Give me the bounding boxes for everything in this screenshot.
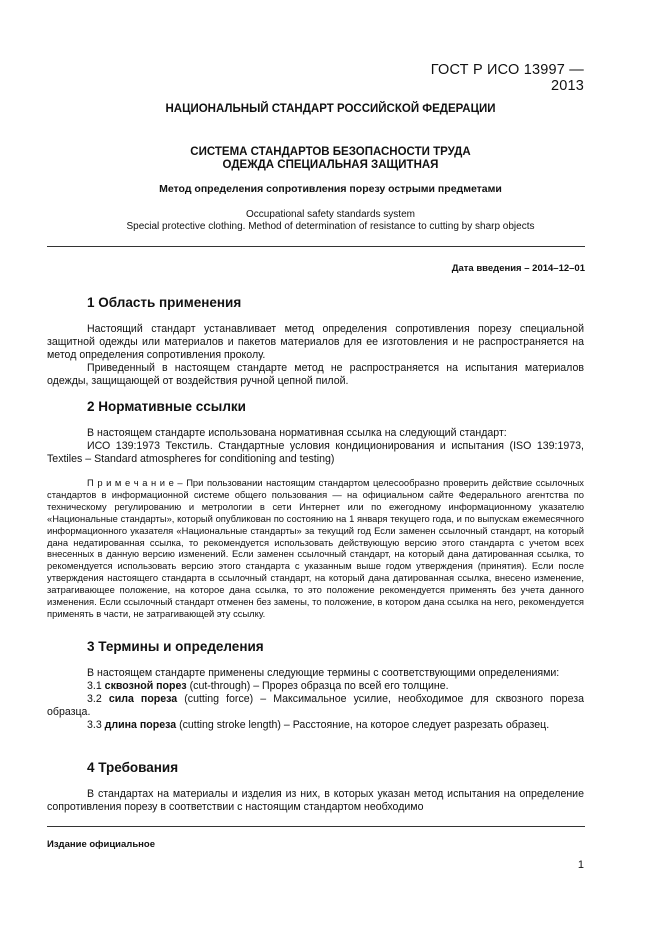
section-2-note: [47, 477, 584, 620]
term-3-1-number: 3.1: [87, 680, 105, 692]
term-3-3-number: 3.3: [87, 719, 105, 731]
term-3-2-definition: (cutting force) – Максимальное усилие, необходимое для сквозного пореза образца.: [47, 693, 584, 718]
official-edition-label: Издание официальное: [47, 839, 155, 850]
term-3-2: [47, 693, 584, 719]
section-1-paragraph-1: Настоящий стандарт устанавливает метод определения сопротивления порезу специальной защитной одежды или материалов и пакетов материалов для ее изготовления и не распространяется на метод определения сопротивления проколу.: [47, 323, 584, 361]
section-2-paragraph-1: В настоящем стандарте использована нормативная ссылка на следующий стандарт:: [87, 427, 507, 439]
footer-divider: [47, 826, 585, 827]
section-4-body: [47, 788, 584, 814]
term-3-3: [47, 719, 584, 732]
term-3-3-term: длина пореза: [104, 719, 177, 731]
section-3-intro: В настоящем стандарте применены следующие термины с соответствующими определениями:: [87, 667, 560, 679]
page-number: 1: [577, 859, 584, 871]
english-title-line-1: Occupational safety standards system: [246, 209, 415, 220]
term-3-3-definition: (cutting stroke length) – Расстояние, на которое следует разрезать образец.: [176, 719, 550, 731]
method-title: Метод определения сопротивления порезу острыми предметами: [159, 183, 502, 195]
term-3-1: [47, 680, 584, 693]
title-line-1: СИСТЕМА СТАНДАРТОВ БЕЗОПАСНОСТИ ТРУДА: [190, 146, 471, 158]
section-1-heading: 1 Область применения: [87, 295, 242, 310]
national-standard-label: НАЦИОНАЛЬНЫЙ СТАНДАРТ РОССИЙСКОЙ ФЕДЕРАЦИИ: [165, 103, 496, 115]
title-divider: [47, 246, 585, 247]
standard-code: ГОСТ Р ИСО 13997 — 2013: [430, 62, 584, 94]
section-4-heading: 4 Требования: [87, 760, 179, 775]
section-2-heading: 2 Нормативные ссылки: [87, 399, 246, 414]
note-label: П р и м е ч а н и е: [87, 477, 174, 488]
term-3-2-term: сила пореза: [108, 693, 178, 705]
term-3-1-term: сквозной порез: [104, 680, 187, 692]
note-text: – При пользовании настоящим стандартом целесообразно проверить действие ссылочных стандартов в информационной системе общего пользования — на официальном сайте Федерального агентства по техническому регулированию и метрологии в сети Интернет или по ежегодному информационному указателю «Национальные стандарты», который опубликован по состоянию на 1 января текущего года, и по выпускам ежемесячного информационного указателя «Национальные стандарты» за текущий год Если заменен ссылочный стандарт, на который дана недатированная ссылка, то рекомендуется использовать действующую версию этого стандарта с учетом всех внесенных в данную версию изменений. Если заменен ссылочный стандарт, на который дана датированная ссылка, то рекомендуется использовать версию этого стандарта с указанным выше годом утверждения (принятия). Если после утверждения настоящего стандарта в ссылочный стандарт, на который дана датированная ссылка, внесено изменение, затрагивающее положение, на которое дана ссылка, то это положение рекомендуется применять без учета данного изменения. Если ссылочный стандарт отменен без замены, то положение, в котором дана ссылка на него, рекомендуется применять в части, не затрагивающей эту ссылку.: [47, 477, 584, 619]
section-1-paragraph-2: Приведенный в настоящем стандарте метод не распространяется на испытания материалов одежды, защищающей от воздействия ручной цепной пилой.: [47, 362, 584, 387]
introduction-date: Дата введения – 2014–12–01: [451, 263, 585, 274]
section-4-paragraph-1: В стандартах на материалы и изделия из них, в которых указан метод испытания на определение сопротивления порезу в соответствии с настоящим стандартом необходимо: [47, 788, 584, 813]
english-title-line-2: Special protective clothing. Method of determination of resistance to cutting by sharp objects: [126, 221, 535, 232]
title-line-2: ОДЕЖДА СПЕЦИАЛЬНАЯ ЗАЩИТНАЯ: [222, 159, 439, 171]
section-2-body: [47, 427, 584, 466]
section-3-body: [47, 667, 584, 732]
section-1-body: [47, 323, 584, 388]
section-3-heading: 3 Термины и определения: [87, 639, 264, 654]
term-3-2-number: 3.2: [87, 693, 109, 705]
term-3-1-definition: (cut-through) – Прорез образца по всей его толщине.: [186, 680, 449, 692]
section-2-paragraph-2: ИСО 139:1973 Текстиль. Стандартные условия кондиционирования и испытания (ISO 139:1973, Textiles – Standard atmospheres for conditioning and testing): [47, 440, 584, 465]
note-paragraph: [47, 477, 584, 620]
